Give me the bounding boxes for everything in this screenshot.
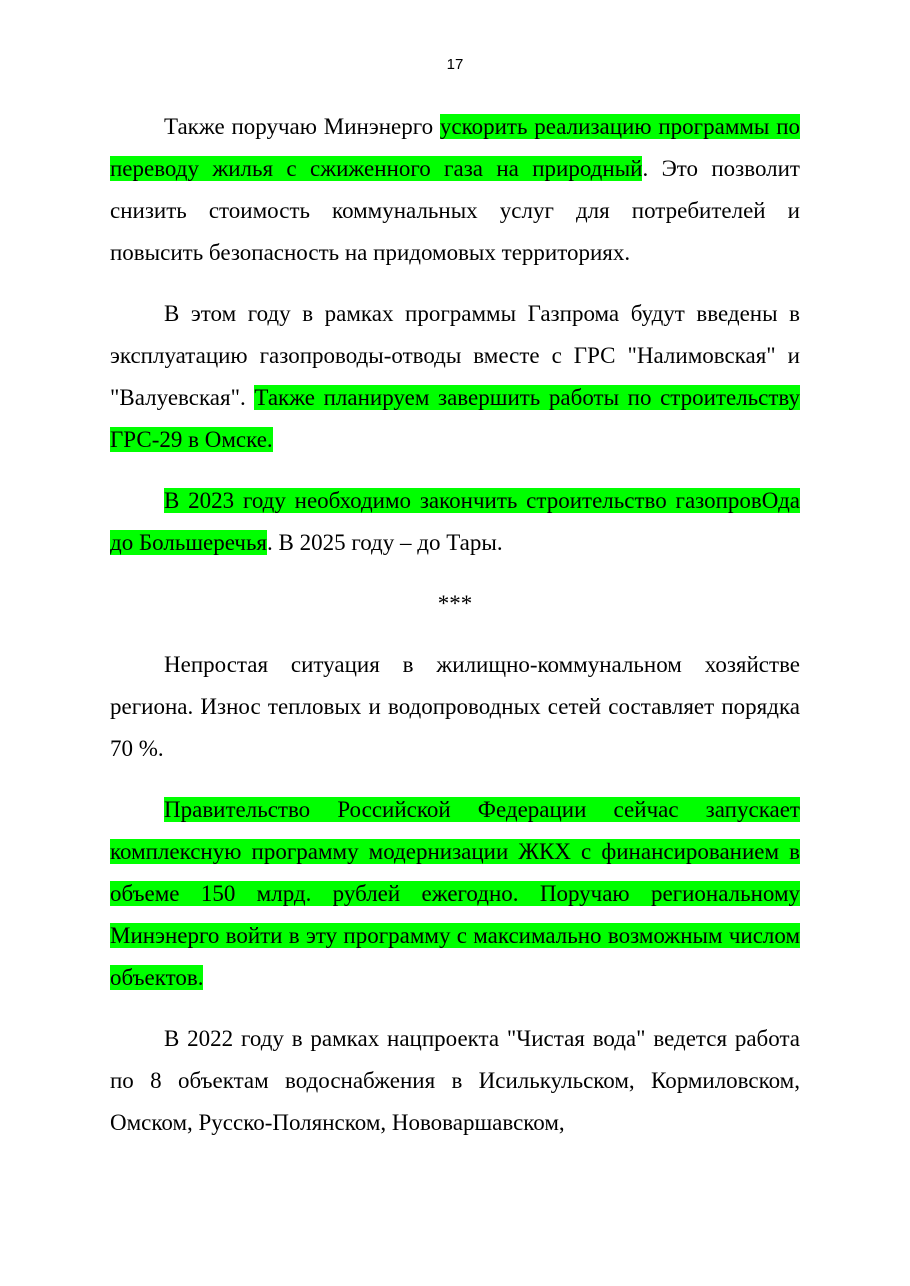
- document-body: [110, 106, 800, 1163]
- paragraph-text: Непростая ситуация в жилищно-коммунальном хозяйстве региона. Износ тепловых и водопроводных сетей составляет порядка 70 %.: [110, 652, 800, 761]
- paragraph: [110, 644, 800, 770]
- highlighted-text: В 2023 году необходимо закончить строительство газопровОда до Большеречья: [110, 488, 800, 555]
- page-number: 17: [446, 56, 464, 73]
- paragraph-text: Также поручаю Минэнерго: [164, 114, 440, 139]
- paragraph: [110, 789, 800, 999]
- paragraph-text: . Это позволит снизить стоимость коммунальных услуг для потребителей и повысить безопасность на придомовых территориях.: [110, 156, 800, 265]
- paragraph-text: . В 2025 году – до Тары.: [267, 530, 503, 555]
- highlighted-text: ускорить реализацию программы по переводу жилья с сжиженного газа на природный: [110, 114, 801, 181]
- paragraph-text: В 2022 году в рамках нацпроекта "Чистая вода" ведется работа по 8 объектам водоснабжения в Исилькульском, Кормиловском, Омском, Русско-Полянском, Нововаршавском,: [110, 1026, 800, 1135]
- paragraph: [110, 1018, 800, 1144]
- paragraph: [110, 480, 800, 564]
- highlighted-text: Также планируем завершить работы по строительству ГРС-29 в Омске.: [110, 385, 800, 452]
- paragraph: [110, 106, 800, 274]
- highlighted-text: Правительство Российской Федерации сейчас запускает комплексную программу модернизации ЖКХ с финансированием в объеме 150 млрд. рублей ежегодно. Поручаю региональному Минэнерго войти в эту программу с максимально возможным числом объектов.: [110, 797, 800, 990]
- paragraph: [110, 293, 800, 461]
- paragraph-text: В этом году в рамках программы Газпрома будут введены в эксплуатацию газопроводы-отводы вместе с ГРС "Налимовская" и "Валуевская".: [110, 301, 800, 410]
- section-separator: ***: [437, 591, 473, 616]
